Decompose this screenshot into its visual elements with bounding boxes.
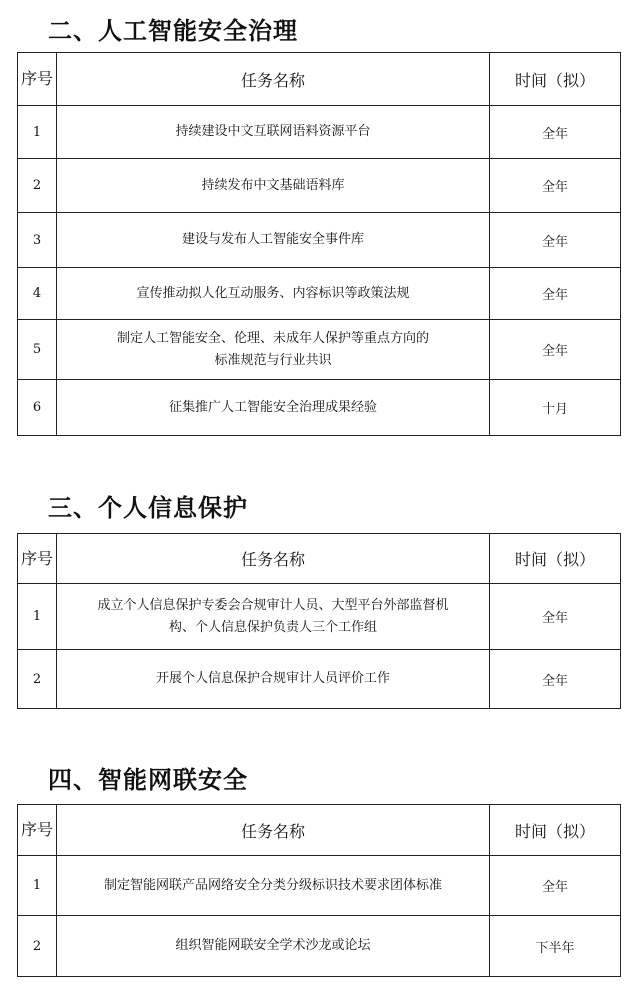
header-name: 任务名称 <box>57 534 490 584</box>
header-time: 时间（拟） <box>490 805 621 856</box>
section-title-ai-governance: 二、人工智能安全治理 <box>48 17 298 45</box>
header-name: 任务名称 <box>57 53 490 106</box>
row-num: 2 <box>18 916 57 977</box>
row-time: 十月 <box>490 380 621 436</box>
row-task: 开展个人信息保护合规审计人员评价工作 <box>57 650 490 709</box>
row-task <box>57 320 490 380</box>
header-name: 任务名称 <box>57 805 490 856</box>
header-num <box>18 534 57 584</box>
row-task: 征集推广人工智能安全治理成果经验 <box>57 380 490 436</box>
row-task: 组织智能网联安全学术沙龙或论坛 <box>57 916 490 977</box>
row-num: 5 <box>18 320 57 380</box>
row-num: 3 <box>18 213 57 268</box>
row-time: 全年 <box>490 213 621 268</box>
table-row <box>18 213 621 268</box>
table-row <box>18 856 621 916</box>
task-line: 制定人工智能安全、伦理、未成年人保护等重点方向的 <box>116 330 429 346</box>
table-row <box>18 320 621 380</box>
row-num: 6 <box>18 380 57 436</box>
row-task: 持续建设中文互联网语料资源平台 <box>57 106 490 159</box>
header-time: 时间（拟） <box>490 534 621 584</box>
table-header-row <box>18 53 621 106</box>
row-time: 下半年 <box>490 916 621 977</box>
row-num: 2 <box>18 159 57 213</box>
row-task: 宣传推动拟人化互动服务、内容标识等政策法规 <box>57 268 490 320</box>
row-time: 全年 <box>490 268 621 320</box>
header-num-label: 序号 <box>20 69 53 88</box>
section-title-connected-vehicles: 四、智能网联安全 <box>48 766 248 794</box>
row-time: 全年 <box>490 159 621 213</box>
header-num-label: 序号 <box>20 548 53 568</box>
row-num: 4 <box>18 268 57 320</box>
header-num-label: 序号 <box>20 820 53 839</box>
table-row <box>18 916 621 977</box>
row-time: 全年 <box>490 584 621 650</box>
connected-vehicles-table <box>17 804 621 977</box>
row-task: 制定智能网联产品网络安全分类分级标识技术要求团体标准 <box>57 856 490 916</box>
row-time: 全年 <box>490 106 621 159</box>
header-num <box>18 53 57 106</box>
task-line: 成立个人信息保护专委会合规审计人员、大型平台外部监督机 <box>97 597 449 613</box>
row-task: 持续发布中文基础语料库 <box>57 159 490 213</box>
section-title-personal-info: 三、个人信息保护 <box>48 494 248 522</box>
table-row <box>18 159 621 213</box>
table-row <box>18 584 621 650</box>
table-row <box>18 106 621 159</box>
header-time: 时间（拟） <box>490 53 621 106</box>
row-num: 1 <box>18 856 57 916</box>
table-row <box>18 650 621 709</box>
table-row <box>18 380 621 436</box>
row-num: 1 <box>18 584 57 650</box>
ai-governance-table <box>17 52 621 436</box>
row-time: 全年 <box>490 856 621 916</box>
row-time: 全年 <box>490 320 621 380</box>
personal-info-table <box>17 533 621 709</box>
table-header-row <box>18 534 621 584</box>
row-num: 1 <box>18 106 57 159</box>
task-line: 构、个人信息保护负责人三个工作组 <box>168 619 377 635</box>
row-num: 2 <box>18 650 57 709</box>
row-task <box>57 584 490 650</box>
header-num <box>18 805 57 856</box>
row-time: 全年 <box>490 650 621 709</box>
row-task: 建设与发布人工智能安全事件库 <box>57 213 490 268</box>
task-line: 标准规范与行业共识 <box>214 352 332 368</box>
table-row <box>18 268 621 320</box>
table-header-row <box>18 805 621 856</box>
